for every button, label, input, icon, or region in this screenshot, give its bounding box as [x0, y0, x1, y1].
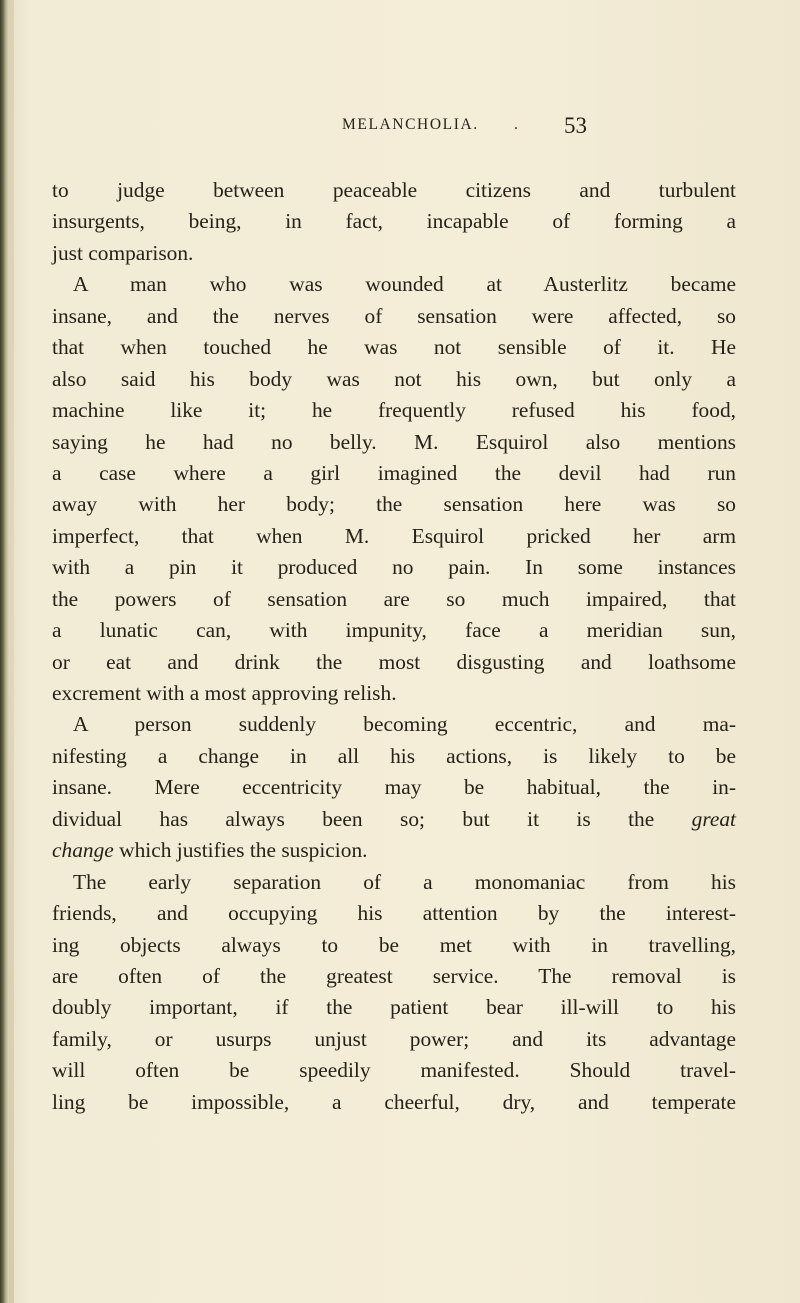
- text-line: ling be impossible, a cheerful, dry, and temperate: [52, 1089, 736, 1114]
- text-line: machine like it; he frequently refused his food,: [52, 398, 736, 423]
- italic-word: great: [691, 806, 736, 831]
- text-line: saying he had no belly. M. Esquirol also mentions: [52, 429, 736, 454]
- text-line: friends, and occupying his attention by the interest-: [52, 901, 736, 926]
- text-line: insurgents, being, in fact, incapable of forming a: [52, 209, 736, 234]
- paragraph-first-line: The early separation of a monomaniac from his: [73, 869, 736, 894]
- text-line: insane. Mere eccentricity may be habitual, the in-: [52, 775, 736, 800]
- text-line: doubly important, if the patient bear ill-will to his: [52, 995, 736, 1020]
- italic-word: change: [52, 838, 114, 863]
- text-line: imperfect, that when M. Esquirol pricked her arm: [52, 523, 736, 548]
- text-line: or eat and drink the most disgusting and loathsome: [52, 649, 736, 674]
- text-line: will often be speedily manifested. Should travel-: [52, 1058, 736, 1083]
- header-separator: .: [514, 116, 518, 133]
- text-line: also said his body was not his own, but only a: [52, 366, 736, 391]
- text-line: are often of the greatest service. The removal is: [52, 963, 736, 988]
- text-line: nifesting a change in all his actions, is likely to be: [52, 743, 736, 768]
- text-line: a lunatic can, with impunity, face a meridian sun,: [52, 618, 736, 643]
- text-line: that when touched he was not sensible of it. He: [52, 335, 736, 360]
- book-spine-edge: [0, 0, 9, 1303]
- running-header: [0, 113, 800, 142]
- text-line: away with her body; the sensation here was so: [52, 492, 736, 517]
- text-line-with-italic: [52, 835, 736, 866]
- text-line-with-italic: [52, 804, 736, 835]
- text-segment: which justifies the suspicion.: [119, 838, 368, 863]
- text-line: the powers of sensation are so much impaired, that: [52, 586, 736, 611]
- page-gutter-shadow: [9, 0, 14, 1303]
- text-line: a case where a girl imagined the devil had run: [52, 460, 736, 485]
- text-line: to judge between peaceable citizens and turbulent: [52, 178, 736, 202]
- text-line: excrement with a most approving relish.: [52, 681, 397, 705]
- text-line: ing objects always to be met with in travelling,: [52, 932, 736, 957]
- running-title: MELANCHOLIA.: [342, 116, 479, 133]
- page-number: 53: [564, 113, 587, 138]
- body-text: [52, 175, 736, 1118]
- text-line: just comparison.: [52, 240, 194, 265]
- paragraph-first-line: A person suddenly becoming eccentric, and ma-: [73, 712, 736, 737]
- text-line: insane, and the nerves of sensation were affected, so: [52, 303, 736, 328]
- text-line: family, or usurps unjust power; and its advantage: [52, 1026, 736, 1051]
- text-line: with a pin it produced no pain. In some instances: [52, 555, 736, 580]
- paragraph-first-line: A man who was wounded at Austerlitz became: [73, 272, 736, 297]
- text-segment: dividual has always been so; but it is the: [52, 806, 655, 831]
